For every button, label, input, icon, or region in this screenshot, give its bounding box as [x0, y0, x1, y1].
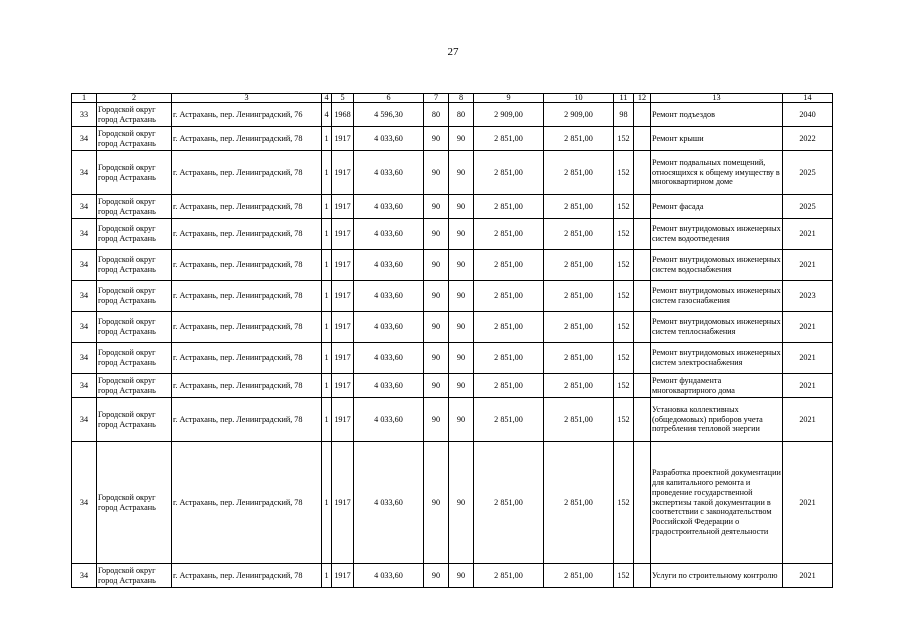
column-header: 7	[424, 94, 449, 103]
amount-cell: 2 851,00	[544, 127, 614, 151]
empty-cell	[634, 250, 651, 281]
column-header: 9	[474, 94, 544, 103]
amount-cell: 2 851,00	[544, 343, 614, 374]
value-cell: 80	[424, 103, 449, 127]
amount-cell: 2 851,00	[544, 312, 614, 343]
plan-year-cell: 2021	[783, 398, 833, 442]
amount-cell: 2 909,00	[544, 103, 614, 127]
district-cell: Городской округ город Астрахань	[97, 374, 172, 398]
plan-year-cell: 2021	[783, 442, 833, 564]
floors-cell: 1	[322, 281, 332, 312]
amount-cell: 2 851,00	[474, 151, 544, 195]
work-type-cell: Ремонт внутридомовых инженерных систем теплоснабжения	[651, 312, 783, 343]
table-row	[72, 374, 833, 398]
row-number-cell: 34	[72, 250, 97, 281]
table-row	[72, 312, 833, 343]
capital-repair-table	[71, 93, 833, 588]
value-cell: 152	[614, 398, 634, 442]
value-cell: 90	[449, 195, 474, 219]
amount-cell: 2 851,00	[544, 398, 614, 442]
year-cell: 1917	[332, 151, 354, 195]
value-cell: 90	[449, 312, 474, 343]
value-cell: 152	[614, 442, 634, 564]
value-cell: 90	[449, 442, 474, 564]
table-row	[72, 281, 833, 312]
work-type-cell: Ремонт подъездов	[651, 103, 783, 127]
value-cell: 80	[449, 103, 474, 127]
year-cell: 1968	[332, 103, 354, 127]
amount-cell: 2 851,00	[474, 219, 544, 250]
value-cell: 90	[449, 281, 474, 312]
column-header: 14	[783, 94, 833, 103]
table-row	[72, 398, 833, 442]
table-row	[72, 103, 833, 127]
plan-year-cell: 2021	[783, 564, 833, 588]
work-type-cell: Ремонт подвальных помещений, относящихся к общему имуществу в многоквартирном доме	[651, 151, 783, 195]
address-cell: г. Астрахань, пер. Ленинградский, 76	[172, 103, 322, 127]
row-number-cell: 34	[72, 151, 97, 195]
area-cell: 4 033,60	[354, 151, 424, 195]
amount-cell: 2 851,00	[474, 398, 544, 442]
district-cell: Городской округ город Астрахань	[97, 398, 172, 442]
work-type-cell: Ремонт крыши	[651, 127, 783, 151]
floors-cell: 1	[322, 195, 332, 219]
value-cell: 90	[449, 250, 474, 281]
floors-cell: 1	[322, 250, 332, 281]
area-cell: 4 033,60	[354, 127, 424, 151]
amount-cell: 2 851,00	[474, 312, 544, 343]
amount-cell: 2 851,00	[474, 127, 544, 151]
district-cell: Городской округ город Астрахань	[97, 250, 172, 281]
amount-cell: 2 851,00	[474, 564, 544, 588]
amount-cell: 2 851,00	[544, 151, 614, 195]
district-cell: Городской округ город Астрахань	[97, 343, 172, 374]
amount-cell: 2 851,00	[544, 250, 614, 281]
value-cell: 90	[424, 374, 449, 398]
amount-cell: 2 851,00	[544, 219, 614, 250]
area-cell: 4 033,60	[354, 281, 424, 312]
floors-cell: 1	[322, 442, 332, 564]
floors-cell: 4	[322, 103, 332, 127]
district-cell: Городской округ город Астрахань	[97, 564, 172, 588]
work-type-cell: Ремонт внутридомовых инженерных систем газоснабжения	[651, 281, 783, 312]
address-cell: г. Астрахань, пер. Ленинградский, 78	[172, 151, 322, 195]
column-header: 13	[651, 94, 783, 103]
empty-cell	[634, 398, 651, 442]
empty-cell	[634, 343, 651, 374]
value-cell: 90	[449, 151, 474, 195]
plan-year-cell: 2022	[783, 127, 833, 151]
amount-cell: 2 851,00	[474, 343, 544, 374]
table-row	[72, 151, 833, 195]
address-cell: г. Астрахань, пер. Ленинградский, 78	[172, 312, 322, 343]
empty-cell	[634, 442, 651, 564]
year-cell: 1917	[332, 374, 354, 398]
work-type-cell: Ремонт фундамента многоквартирного дома	[651, 374, 783, 398]
value-cell: 90	[449, 219, 474, 250]
address-cell: г. Астрахань, пер. Ленинградский, 78	[172, 250, 322, 281]
row-number-cell: 34	[72, 281, 97, 312]
district-cell: Городской округ город Астрахань	[97, 312, 172, 343]
column-header: 12	[634, 94, 651, 103]
district-cell: Городской округ город Астрахань	[97, 281, 172, 312]
address-cell: г. Астрахань, пер. Ленинградский, 78	[172, 281, 322, 312]
table-row	[72, 564, 833, 588]
page-number: 27	[447, 46, 459, 58]
work-type-cell: Установка коллективных (общедомовых) приборов учета потребления тепловой энергии	[651, 398, 783, 442]
value-cell: 90	[449, 374, 474, 398]
area-cell: 4 033,60	[354, 195, 424, 219]
plan-year-cell: 2023	[783, 281, 833, 312]
value-cell: 152	[614, 219, 634, 250]
value-cell: 90	[449, 398, 474, 442]
empty-cell	[634, 151, 651, 195]
value-cell: 90	[449, 127, 474, 151]
floors-cell: 1	[322, 312, 332, 343]
table-row	[72, 343, 833, 374]
work-type-cell: Ремонт внутридомовых инженерных систем водоотведения	[651, 219, 783, 250]
address-cell: г. Астрахань, пер. Ленинградский, 78	[172, 195, 322, 219]
district-cell: Городской округ город Астрахань	[97, 442, 172, 564]
amount-cell: 2 851,00	[474, 195, 544, 219]
floors-cell: 1	[322, 219, 332, 250]
column-number-row	[72, 94, 833, 103]
column-header: 1	[72, 94, 97, 103]
area-cell: 4 033,60	[354, 250, 424, 281]
empty-cell	[634, 564, 651, 588]
area-cell: 4 033,60	[354, 312, 424, 343]
year-cell: 1917	[332, 281, 354, 312]
amount-cell: 2 909,00	[474, 103, 544, 127]
value-cell: 152	[614, 195, 634, 219]
row-number-cell: 34	[72, 398, 97, 442]
floors-cell: 1	[322, 343, 332, 374]
year-cell: 1917	[332, 312, 354, 343]
plan-year-cell: 2021	[783, 343, 833, 374]
value-cell: 152	[614, 151, 634, 195]
value-cell: 98	[614, 103, 634, 127]
year-cell: 1917	[332, 195, 354, 219]
row-number-cell: 34	[72, 442, 97, 564]
value-cell: 90	[449, 564, 474, 588]
amount-cell: 2 851,00	[474, 374, 544, 398]
area-cell: 4 033,60	[354, 343, 424, 374]
value-cell: 152	[614, 312, 634, 343]
area-cell: 4 033,60	[354, 219, 424, 250]
area-cell: 4 033,60	[354, 442, 424, 564]
value-cell: 90	[424, 250, 449, 281]
floors-cell: 1	[322, 398, 332, 442]
value-cell: 152	[614, 343, 634, 374]
year-cell: 1917	[332, 442, 354, 564]
column-header: 6	[354, 94, 424, 103]
address-cell: г. Астрахань, пер. Ленинградский, 78	[172, 442, 322, 564]
column-header: 3	[172, 94, 322, 103]
district-cell: Городской округ город Астрахань	[97, 103, 172, 127]
floors-cell: 1	[322, 127, 332, 151]
column-header: 4	[322, 94, 332, 103]
value-cell: 90	[424, 343, 449, 374]
year-cell: 1917	[332, 343, 354, 374]
year-cell: 1917	[332, 398, 354, 442]
floors-cell: 1	[322, 564, 332, 588]
year-cell: 1917	[332, 564, 354, 588]
empty-cell	[634, 374, 651, 398]
plan-year-cell: 2025	[783, 195, 833, 219]
empty-cell	[634, 312, 651, 343]
value-cell: 90	[449, 343, 474, 374]
district-cell: Городской округ город Астрахань	[97, 151, 172, 195]
table-row	[72, 442, 833, 564]
work-type-cell: Ремонт фасада	[651, 195, 783, 219]
value-cell: 90	[424, 219, 449, 250]
value-cell: 90	[424, 151, 449, 195]
area-cell: 4 033,60	[354, 398, 424, 442]
table-row	[72, 127, 833, 151]
empty-cell	[634, 195, 651, 219]
amount-cell: 2 851,00	[544, 374, 614, 398]
value-cell: 152	[614, 374, 634, 398]
empty-cell	[634, 281, 651, 312]
value-cell: 90	[424, 127, 449, 151]
amount-cell: 2 851,00	[544, 564, 614, 588]
address-cell: г. Астрахань, пер. Ленинградский, 78	[172, 343, 322, 374]
district-cell: Городской округ город Астрахань	[97, 219, 172, 250]
amount-cell: 2 851,00	[544, 195, 614, 219]
amount-cell: 2 851,00	[474, 442, 544, 564]
table-row	[72, 219, 833, 250]
address-cell: г. Астрахань, пер. Ленинградский, 78	[172, 219, 322, 250]
column-header: 2	[97, 94, 172, 103]
column-header: 10	[544, 94, 614, 103]
year-cell: 1917	[332, 250, 354, 281]
empty-cell	[634, 219, 651, 250]
column-header: 8	[449, 94, 474, 103]
plan-year-cell: 2025	[783, 151, 833, 195]
table-row	[72, 250, 833, 281]
plan-year-cell: 2040	[783, 103, 833, 127]
work-type-cell: Ремонт внутридомовых инженерных систем водоснабжения	[651, 250, 783, 281]
area-cell: 4 596,30	[354, 103, 424, 127]
plan-year-cell: 2021	[783, 312, 833, 343]
plan-year-cell: 2021	[783, 374, 833, 398]
district-cell: Городской округ город Астрахань	[97, 195, 172, 219]
work-type-cell: Ремонт внутридомовых инженерных систем электроснабжения	[651, 343, 783, 374]
plan-year-cell: 2021	[783, 250, 833, 281]
value-cell: 90	[424, 312, 449, 343]
amount-cell: 2 851,00	[474, 281, 544, 312]
value-cell: 90	[424, 281, 449, 312]
empty-cell	[634, 127, 651, 151]
value-cell: 152	[614, 281, 634, 312]
amount-cell: 2 851,00	[544, 281, 614, 312]
row-number-cell: 34	[72, 564, 97, 588]
table-row	[72, 195, 833, 219]
address-cell: г. Астрахань, пер. Ленинградский, 78	[172, 127, 322, 151]
value-cell: 90	[424, 442, 449, 564]
value-cell: 90	[424, 398, 449, 442]
row-number-cell: 34	[72, 374, 97, 398]
floors-cell: 1	[322, 151, 332, 195]
district-cell: Городской округ город Астрахань	[97, 127, 172, 151]
row-number-cell: 34	[72, 343, 97, 374]
address-cell: г. Астрахань, пер. Ленинградский, 78	[172, 564, 322, 588]
value-cell: 90	[424, 564, 449, 588]
amount-cell: 2 851,00	[474, 250, 544, 281]
row-number-cell: 33	[72, 103, 97, 127]
value-cell: 152	[614, 564, 634, 588]
amount-cell: 2 851,00	[544, 442, 614, 564]
empty-cell	[634, 103, 651, 127]
address-cell: г. Астрахань, пер. Ленинградский, 78	[172, 398, 322, 442]
row-number-cell: 34	[72, 312, 97, 343]
row-number-cell: 34	[72, 195, 97, 219]
floors-cell: 1	[322, 374, 332, 398]
work-type-cell: Услуги по строительному контролю	[651, 564, 783, 588]
value-cell: 152	[614, 250, 634, 281]
value-cell: 90	[424, 195, 449, 219]
area-cell: 4 033,60	[354, 374, 424, 398]
row-number-cell: 34	[72, 127, 97, 151]
column-header: 5	[332, 94, 354, 103]
address-cell: г. Астрахань, пер. Ленинградский, 78	[172, 374, 322, 398]
row-number-cell: 34	[72, 219, 97, 250]
area-cell: 4 033,60	[354, 564, 424, 588]
year-cell: 1917	[332, 127, 354, 151]
column-header: 11	[614, 94, 634, 103]
year-cell: 1917	[332, 219, 354, 250]
work-type-cell: Разработка проектной документации для капитального ремонта и проведение государственной экспертизы такой документации в соответствии с законодательством Российской Федерации о градостроительной деятельности	[651, 442, 783, 564]
plan-year-cell: 2021	[783, 219, 833, 250]
value-cell: 152	[614, 127, 634, 151]
